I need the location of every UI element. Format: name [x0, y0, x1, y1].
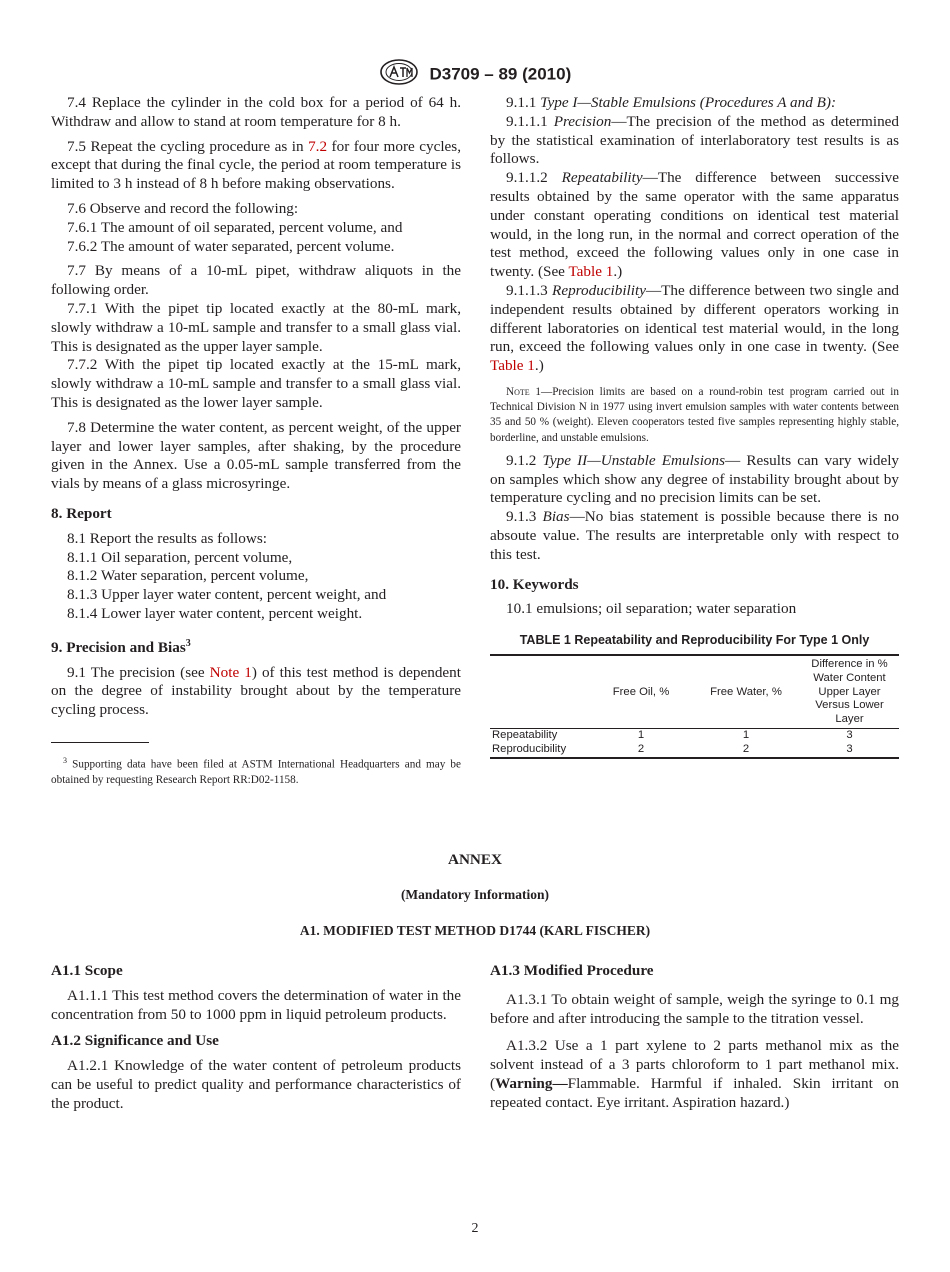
para-8-1-1: 8.1.1 Oil separation, percent volume,	[67, 548, 293, 566]
ref-7-2-link[interactable]: 7.2	[308, 137, 328, 155]
para-9-1-1: 9.1.1 Type I—Stable Emulsions (Procedures A and B):	[506, 94, 836, 111]
table-cell-water: 2	[692, 743, 800, 758]
table-header-row	[490, 655, 899, 728]
annex-title: ANNEX	[447, 851, 502, 868]
table-cell-diff: 3	[800, 743, 899, 758]
table-1-caption: TABLE 1 Repeatability and Reproducibility For Type 1 Only	[519, 633, 870, 648]
a1-3-heading: A1.3 Modified Procedure	[490, 962, 654, 979]
para-a1-1-1: A1.1.1 This test method covers the determination of water in the concentration from 50 to 1000 ppm in liquid petroleum products.	[51, 986, 461, 1023]
document-designation: D3709 – 89 (2010)	[429, 64, 572, 84]
annex-section-title: A1. MODIFIED TEST METHOD D1744 (KARL FISCHER)	[299, 923, 651, 938]
page-number: 2	[471, 1221, 479, 1236]
astm-logo-icon	[379, 58, 419, 91]
para-7-5: 7.5 Repeat the cycling procedure as in 7.2 for four more cycles, except that during the final cycle, the period at room temperature is limited to 3 h instead of 8 h before making observations.	[51, 137, 461, 193]
warning-label: Warning—	[495, 1074, 568, 1092]
table-1-link[interactable]: Table 1	[568, 263, 614, 281]
para-7-6-1: 7.6.1 The amount of oil separated, percent volume, and	[67, 218, 403, 236]
para-8-1-3: 8.1.3 Upper layer water content, percent weight, and	[67, 586, 387, 604]
para-9-1-1-2: 9.1.1.2 Repeatability—The difference between successive results obtained by the same operator with the same apparatus under constant operating conditions on identical test material would, in the long run, in the normal and correct operation of the test method, exceed the following values only in one case in twenty. (See Table 1.)	[490, 169, 899, 281]
table-header-difference: Difference in % Water Content Upper Layer Versus Lower Layer	[800, 655, 899, 728]
table-header-blank	[490, 655, 590, 728]
para-a1-3-1: A1.3.1 To obtain weight of sample, weigh the syringe to 0.1 mg before and after introducing the sample to the titration vessel.	[490, 990, 899, 1027]
para-7-6: 7.6 Observe and record the following:	[67, 199, 299, 217]
para-7-7: 7.7 By means of a 10-mL pipet, withdraw aliquots in the following order.	[51, 262, 461, 299]
table-1-link[interactable]: Table 1	[490, 357, 535, 375]
table-1	[490, 654, 899, 759]
para-10-1: 10.1 emulsions; oil separation; water separation	[506, 600, 797, 618]
section-10-heading: 10. Keywords	[490, 575, 579, 593]
page-header	[0, 58, 950, 91]
para-8-1: 8.1 Report the results as follows:	[67, 529, 267, 547]
table-cell-oil: 1	[637, 728, 645, 741]
footnote-3: $^3$ Supporting data have been filed at ASTM International Headquarters and may be obtained by requesting Research Report RR:D02-1158.	[51, 755, 461, 786]
table-cell-diff: 3	[846, 728, 853, 741]
para-7-8: 7.8 Determine the water content, as percent weight, of the upper layer and lower layer samples, after shaking, by the procedure given in the Annex. Use a 0.05-mL sample transferred from the vials by means of a glass microsyringe.	[51, 418, 461, 493]
table-row	[490, 743, 899, 758]
section-8-heading: 8. Report	[51, 504, 112, 522]
para-7-6-2: 7.6.2 The amount of water separated, percent volume.	[67, 237, 395, 255]
para-8-1-2: 8.1.2 Water separation, percent volume,	[67, 567, 309, 585]
table-header-free-oil: Free Oil, %	[590, 655, 692, 728]
left-column	[51, 94, 461, 788]
right-column	[490, 94, 899, 759]
para-a1-2-1: A1.2.1 Knowledge of the water content of petroleum products can be useful to predict quality and performance characteristics of the product.	[51, 1057, 461, 1112]
table-header-free-water: Free Water, %	[692, 655, 800, 728]
para-8-1-4: 8.1.4 Lower layer water content, percent weight.	[67, 604, 363, 622]
a1-2-heading: A1.2 Significance and Use	[51, 1032, 219, 1050]
table-row	[490, 728, 899, 742]
table-cell-oil: 2	[590, 743, 692, 758]
para-9-1-1-1: 9.1.1.1 Precision—The precision of the method as determined by the statistical examination of interlaboratory test results is as follows.	[490, 112, 900, 168]
annex-right-column	[490, 962, 899, 1113]
a1-1-heading: A1.1 Scope	[51, 962, 123, 979]
para-9-1-2: 9.1.2 Type II—Unstable Emulsions— Results can vary widely on samples which show any degree of instability brought about by temperature cycling and no precision limits can be set.	[490, 451, 900, 507]
footnote-ref-3[interactable]: 3	[185, 637, 191, 649]
table-cell-water: 1	[742, 728, 750, 741]
para-9-1: 9.1 The precision (see Note 1) of this test method is dependent on the degree of instability brought about by the temperature cycling process.	[51, 663, 461, 719]
footnote-rule	[51, 742, 149, 743]
para-a1-3-2: A1.3.2 Use a 1 part xylene to 2 parts methanol mix as the solvent instead of a 3 parts chloroform to 1 part methanol mix. (Warning—Flammable. Harmful if inhaled. Skin irritant on repeated contact. Eye irritant. Aspiration hazard.)	[490, 1037, 899, 1111]
note-1: Note 1—Precision limits are based on a round-robin test program carried out in Technical Division N in 1977 using invert emulsion samples with water contents between 35 and 50 % (weight). Eleven cooperators tested five samples representing highly stable, borderline, and unstable emulsions.	[490, 385, 899, 444]
annex-left-column	[51, 962, 461, 1114]
para-9-1-1-3: 9.1.1.3 Reproducibility—The difference between two single and independent results obtained by different operators working in different laboratories on identical test material would, in the long run, exceed the following values only in one case in twenty. (See Table 1.)	[490, 281, 900, 375]
annex-subtitle: (Mandatory Information)	[400, 887, 550, 902]
section-9-heading: 9. Precision and Bias$^3$	[51, 637, 191, 656]
para-7-7-1: 7.7.1 With the pipet tip located exactly at the 80-mL mark, slowly withdraw a 10-mL sample and transfer to a small glass vial. This is designated as the upper layer sample.	[51, 299, 461, 355]
para-9-1-3: 9.1.3 Bias—No bias statement is possible because there is no absoute value. The results are interpretable only with respect to this test.	[490, 508, 899, 563]
table-cell-label: Repeatability	[492, 728, 558, 741]
note-1-link[interactable]: Note 1	[209, 663, 252, 681]
table-cell-label: Reproducibility	[490, 743, 590, 758]
para-7-7-2: 7.7.2 With the pipet tip located exactly at the 15-mL mark, slowly withdraw a 10-mL sample and transfer to a small glass vial. This is designated as the lower layer sample.	[51, 356, 461, 411]
para-7-4: 7.4 Replace the cylinder in the cold box for a period of 64 h. Withdraw and allow to stand at room temperature for 8 h.	[51, 94, 461, 130]
